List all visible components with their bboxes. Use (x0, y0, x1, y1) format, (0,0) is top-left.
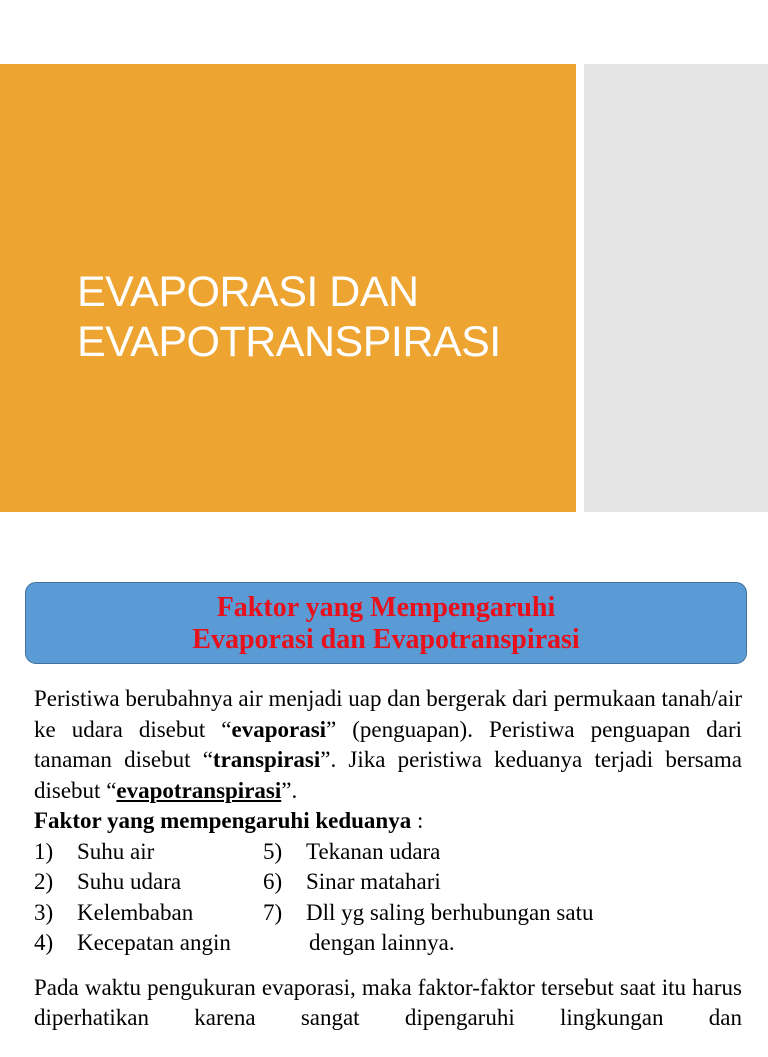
content-body (34, 684, 742, 1057)
list-item-label: Sinar matahari (306, 869, 441, 894)
slide-title (77, 267, 557, 367)
list-item-label: Suhu udara (77, 869, 182, 894)
closing-line-2: itu harus diperhatikan karena sangat dipengaruhi lingkungan dan (34, 974, 742, 1030)
closing-line-1: Pada waktu pengukuran evaporasi, maka faktor-faktor tersebut saat (34, 974, 656, 1000)
slide-title-line-2: EVAPOTRANSPIRASI (77, 318, 501, 366)
factors-title (34, 806, 742, 837)
factor-list (34, 837, 742, 959)
title-slide (0, 64, 768, 512)
term-evaporasi: evaporasi (231, 716, 327, 742)
list-item-number: 4) (34, 930, 54, 955)
list-item-continuation: dengan lainnya. (309, 930, 455, 955)
intro-text-1: Peristiwa berubahnya air menjadi uap dan bergerak dari permukaan tanah/air ke udara disebut “ (34, 686, 742, 742)
list-item-number: 3) (34, 899, 54, 925)
intro-text-2: ” (penguapan). Peristiwa penguapan dari tanaman disebut “ (34, 716, 742, 772)
section-heading-box (25, 582, 747, 664)
intro-text-4: ”. (281, 777, 298, 803)
closing-paragraph (34, 973, 742, 1034)
list-item-label: Suhu air (77, 838, 155, 864)
list-item-number: 5) (263, 838, 283, 864)
heading-line-2: Evaporasi dan Evapotranspirasi (192, 624, 580, 655)
intro-paragraph (34, 684, 742, 806)
title-panel (0, 64, 576, 512)
factors-title-text: Faktor yang mempengaruhi keduanya (34, 808, 412, 833)
slide-title-line-1: EVAPORASI DAN (77, 268, 419, 316)
list-item (34, 837, 154, 868)
list-item-number: 1) (34, 838, 54, 864)
factors-title-colon: : (411, 808, 424, 833)
list-item-label: Dll yg saling berhubungan satu (306, 899, 594, 925)
list-item-label: Kelembaban (77, 899, 194, 925)
list-item-label: Tekanan udara (306, 838, 441, 864)
list-item-number: 7) (263, 899, 283, 925)
list-item-number: 6) (263, 869, 283, 894)
side-panel (584, 64, 768, 512)
term-evapotranspirasi: evapotranspirasi (116, 777, 282, 803)
heading-line-1: Faktor yang Mempengaruhi (216, 592, 556, 623)
intro-text-3: ”. Jika peristiwa keduanya terjadi bersama disebut “ (34, 747, 742, 803)
term-transpirasi: transpirasi (212, 747, 321, 772)
list-item-number: 2) (34, 869, 54, 894)
list-item (34, 928, 231, 959)
list-item-label: Kecepatan angin (77, 930, 231, 955)
list-item (34, 867, 181, 898)
list-item (263, 837, 440, 868)
list-item (34, 898, 193, 929)
list-item (263, 867, 441, 898)
list-item (263, 898, 593, 929)
